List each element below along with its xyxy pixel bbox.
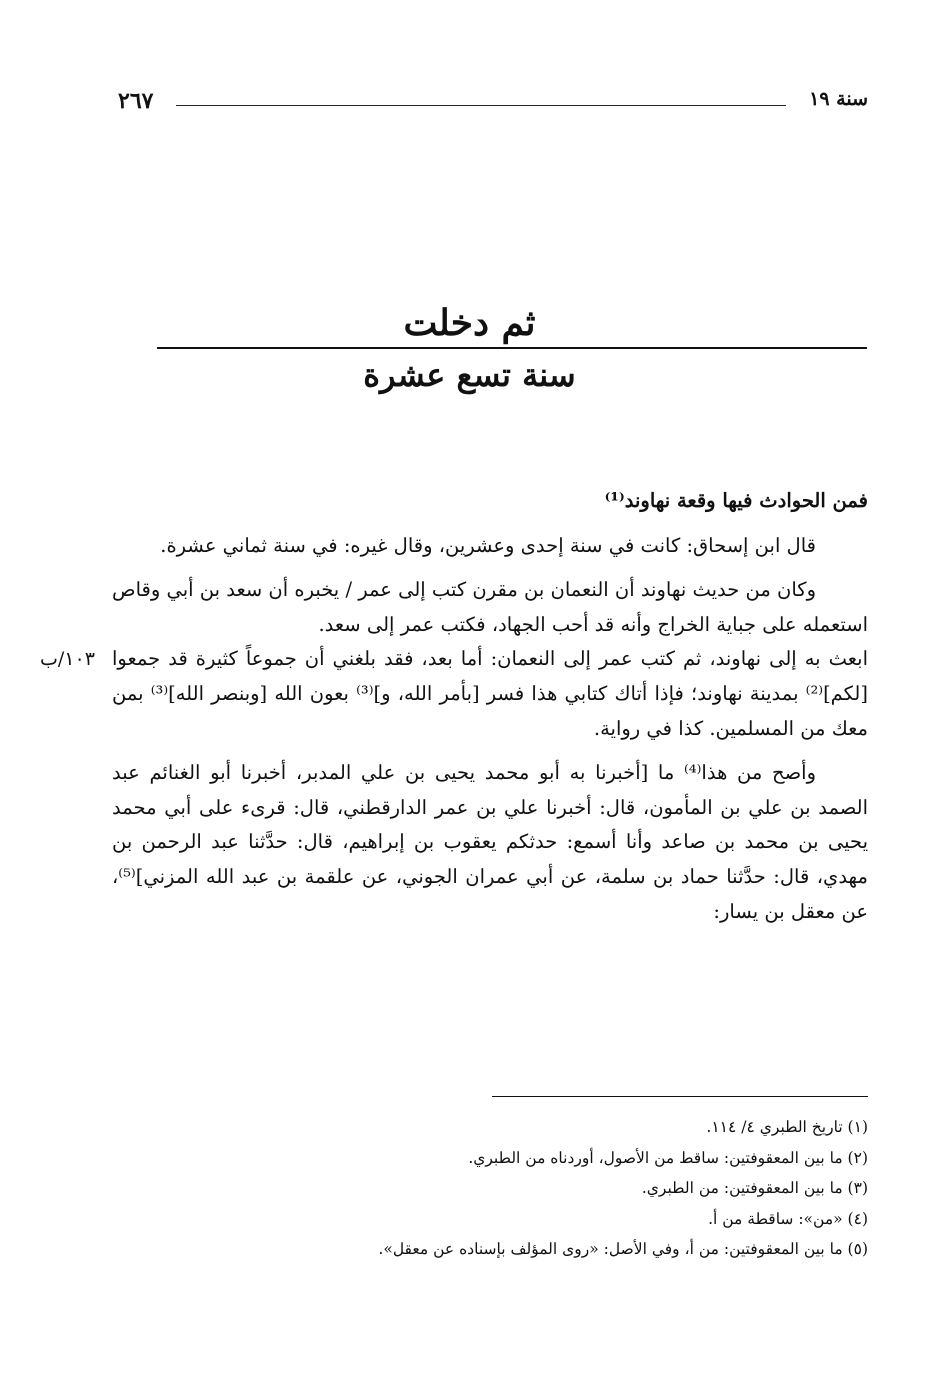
paragraph-3: وأصح من هذا⁽⁴⁾ ما [أخبرنا به أبو محمد يحيى بن علي المدبر، أخبرنا أبو الغنائم عبد الصمد بن علي بن المأمون، قال: أخبرنا علي بن عمر الدارقطني، قال: قرىء على أبي محمد يحيى بن محمد بن صاعد وأنا أسمع: حدثكم يعقوب بن إبراهيم، قال: حدَّثنا عبد الرحمن بن مهدي، قال: حدَّثنا حماد بن سلمة، عن أبي عمران الجوني، عن علقمة بن عبد الله المزني]⁽⁵⁾، عن معقل بن يسار: [112, 761, 868, 923]
running-title: سنة ١٩ [809, 88, 868, 110]
footnote-rule [492, 1096, 868, 1097]
paragraph-2b: ابعث به إلى نهاوند، ثم كتب عمر إلى النعمان: أما بعد، فقد بلغني أن جموعاً كثيرة قد جمعوا [لكم]⁽²⁾ بمدينة نهاوند؛ فإذا أتاك كتابي هذا فسر [بأمر الله، و]⁽³⁾ بعون الله [وبنصر الله]⁽³⁾ بمن معك من المسلمين. كذا في رواية. [112, 647, 868, 740]
page-number: ٢٦٧ [118, 88, 154, 114]
footnote-3: (٣) ما بين المعقوفتين: من الطبري. [641, 1179, 868, 1197]
header-rule [176, 105, 786, 106]
main-text [112, 484, 868, 939]
footnote-5: (٥) ما بين المعقوفتين: من أ، وفي الأصل: «روى المؤلف بإسناده عن معقل». [378, 1240, 868, 1258]
footnote-1: (١) تاريخ الطبري ٤/ ١١٤. [706, 1118, 868, 1136]
chapter-title-line1: ثم دخلت [403, 302, 536, 344]
title-divider [157, 347, 867, 349]
paragraph-2a: وكان من حديث نهاوند أن النعمان بن مقرن كتب إلى عمر / يخبره أن سعد بن أبي وقاص استعمله على جباية الخراج وأنه قد أحب الجهاد، فكتب عمر إلى سعد. [112, 578, 868, 636]
footnotes [200, 1112, 868, 1265]
footnote-4: (٤) «من»: ساقطة من أ. [708, 1209, 868, 1228]
paragraph-1: قال ابن إسحاق: كانت في سنة إحدى وعشرين، وقال غيره: في سنة ثماني عشرة. [160, 533, 816, 557]
running-header [118, 88, 868, 118]
footnote-2: (٢) ما بين المعقوفتين: ساقط من الأصول، أوردناه من الطبري. [468, 1148, 868, 1167]
margin-reference: ١٠٣/ب [40, 648, 95, 670]
section-subheading: فمن الحوادث فيها وقعة نهاوند⁽¹⁾ [604, 489, 868, 512]
chapter-title-line2: سنة تسع عشرة [363, 356, 576, 394]
